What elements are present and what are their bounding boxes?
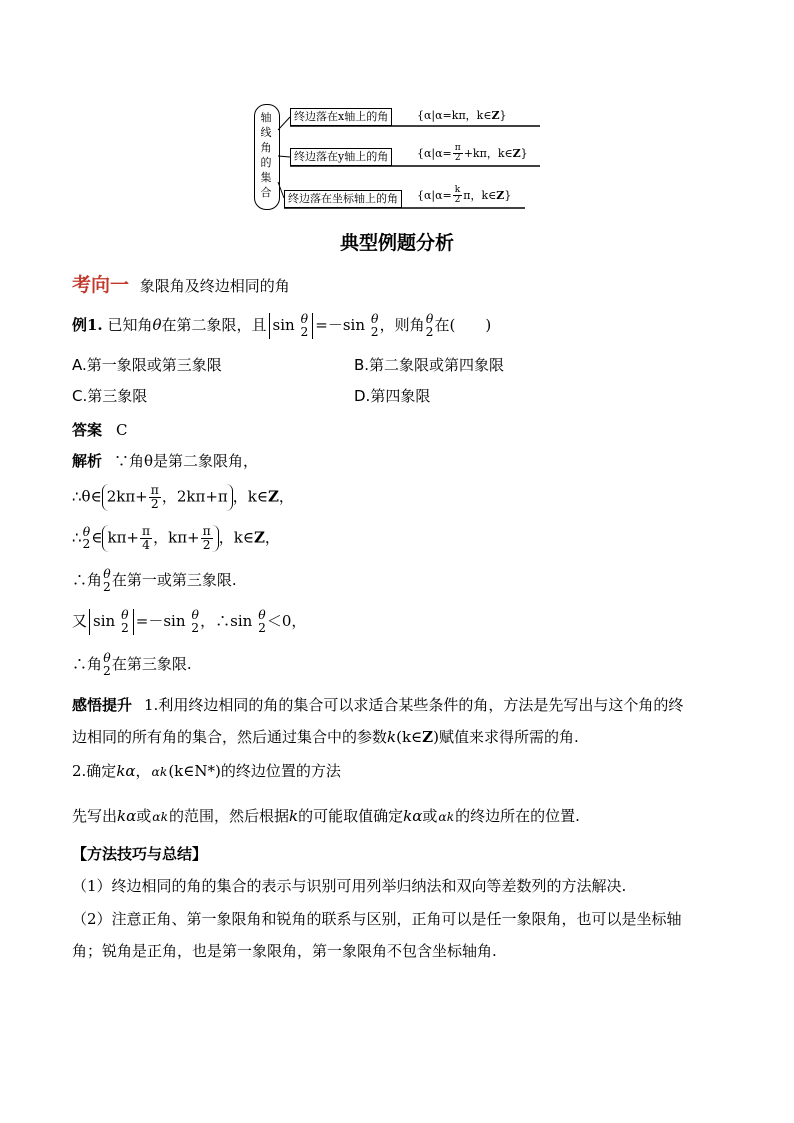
option-b: B.第二象限或第四象限 <box>354 356 505 374</box>
methods-item-2a: （2）注意正角、第一象限角和锐角的联系与区别，正角可以是任一象限角，也可以是坐标轴 <box>72 910 682 928</box>
methods-item-2b: 角；锐角是正角，也是第一象限角，第一象限角不包含坐标轴角. <box>72 942 497 960</box>
diagram-row-axis-set: {α|α= $\frac{k}{2}$ π，k∈Z} <box>417 185 512 206</box>
diagram-row-axis-frac: $\frac{k}{2}$ <box>454 185 461 206</box>
analysis-line-1: 解析 ∵角θ是第二象限角， <box>72 452 259 470</box>
kaoxiang-label: 考向一 <box>72 274 130 296</box>
kaoxiang-title: 象限角及终边相同的角 <box>139 277 290 295</box>
methods-title: 【方法技巧与总结】 <box>72 845 208 863</box>
methods-item-1: （1）终边相同的角的集合的表示与识别可用列举归纳法和双向等差数列的方法解决. <box>72 877 627 895</box>
diagram-center-label: 轴 线 角 的 集 合 <box>260 111 272 199</box>
insight-line-3: 2.确定kα，αk(k∈N*)的终边位置的方法 <box>72 762 341 780</box>
diagram-row-axis-label: 终边落在坐标轴上的角 <box>284 190 402 208</box>
option-a: A.第一象限或第三象限 <box>72 356 222 374</box>
axis-angle-diagram <box>250 100 550 215</box>
diagram-row-y-frac: $\frac{\pi}{2}$ <box>454 143 461 164</box>
option-c: C.第三象限 <box>72 387 148 405</box>
insight-line-1: 感悟提升 1.利用终边相同的角的集合可以求适合某些条件的角，方法是先写出与这个角的终 <box>72 696 684 714</box>
analysis-line-6: ∴角θ 2 在第三象限. <box>72 651 192 678</box>
diagram-row-x-label: 终边落在x轴上的角 <box>290 108 392 126</box>
kaoxiang-heading <box>72 274 290 297</box>
section-title: 典型例题分析 <box>339 232 454 254</box>
abs-sin-half-theta: sin θ 2 <box>269 313 314 339</box>
example-question: 例1. 已知角θ在第二象限，且 sin θ 2 =－sin θ 2 ，则角θ 2 在( ) <box>72 312 492 339</box>
insight-line-2: 边相同的所有角的集合，然后通过集合中的参数k(k∈Z)赋值来求得所需的角. <box>72 728 579 746</box>
diagram-row-x-set: {α|α=kπ，k∈Z} <box>417 109 507 122</box>
insight-line-4: 先写出kα或αk的范围，然后根据k的可能取值确定kα或αk的终边所在的位置. <box>72 807 580 825</box>
diagram-row-y-set: {α|α= $\frac{\pi}{2}$ +kπ，k∈Z} <box>417 143 528 164</box>
analysis-line-2: ∴θ∈ 2kπ+ $\frac{\pi}{2}$ ，2kπ+π ，k∈Z， <box>72 483 294 511</box>
diagram-row-y-label: 终边落在y轴上的角 <box>290 148 392 166</box>
answer: 答案 C <box>72 421 128 439</box>
option-d: D.第四象限 <box>354 387 431 405</box>
analysis-line-5: 又 sin θ 2 =－sin θ 2 ，∴sin θ 2 ＜0， <box>72 608 307 635</box>
analysis-line-3: ∴θ 2 ∈ kπ+ $\frac{\pi}{4}$ ，kπ+ $\frac{\pi}{2}$ ，k∈Z， <box>72 524 280 552</box>
analysis-line-4: ∴角θ 2 在第一或第三象限. <box>72 567 237 594</box>
